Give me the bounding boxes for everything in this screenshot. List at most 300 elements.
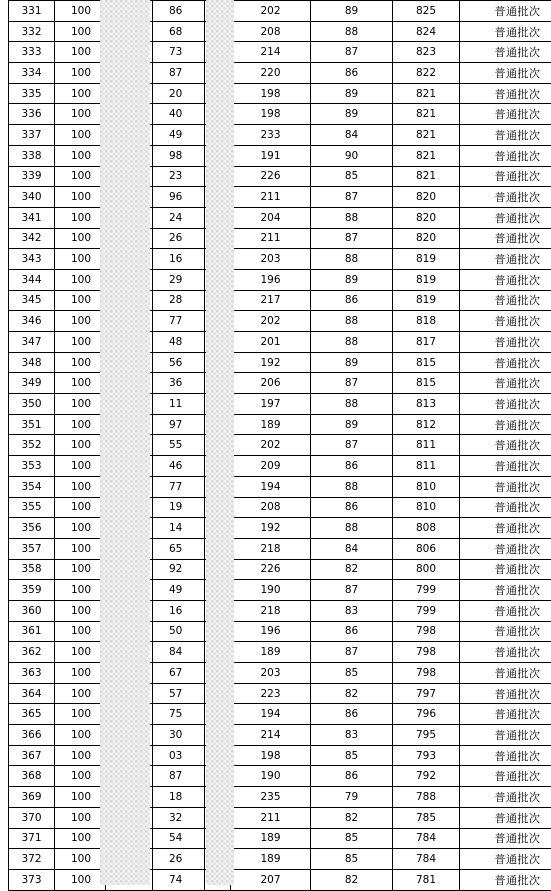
rank-cell: 342 (9, 228, 55, 249)
id-prefix-cell: 100 (55, 683, 106, 704)
score-a-cell: 209 (231, 456, 311, 477)
score-b-cell: 82 (311, 807, 393, 828)
rank-cell: 334 (9, 63, 55, 84)
total-cell: 815 (393, 373, 460, 394)
score-b-cell: 87 (311, 187, 393, 208)
id-suffix-cell: 18 (153, 787, 205, 808)
id-suffix-cell: 84 (153, 642, 205, 663)
batch-cell: 普通批次 (460, 332, 551, 353)
table-row (9, 63, 551, 84)
rank-cell: 341 (9, 207, 55, 228)
rank-cell: 357 (9, 538, 55, 559)
id-suffix-cell: 36 (153, 373, 205, 394)
batch-cell: 普通批次 (460, 414, 551, 435)
batch-cell: 普通批次 (460, 145, 551, 166)
id-prefix-cell: 100 (55, 538, 106, 559)
rank-cell: 343 (9, 249, 55, 270)
table-row (9, 290, 551, 311)
id-prefix-cell: 100 (55, 745, 106, 766)
score-b-cell: 86 (311, 704, 393, 725)
table-row (9, 166, 551, 187)
id-suffix-cell: 68 (153, 21, 205, 42)
batch-cell: 普通批次 (460, 207, 551, 228)
rank-cell: 362 (9, 642, 55, 663)
score-b-cell: 89 (311, 269, 393, 290)
score-a-cell: 202 (231, 311, 311, 332)
score-b-cell: 88 (311, 518, 393, 539)
id-prefix-cell: 100 (55, 21, 106, 42)
id-suffix-cell: 32 (153, 807, 205, 828)
score-b-cell: 87 (311, 42, 393, 63)
score-a-cell: 189 (231, 849, 311, 870)
total-cell: 819 (393, 269, 460, 290)
table-row (9, 725, 551, 746)
batch-cell: 普通批次 (460, 621, 551, 642)
total-cell: 795 (393, 725, 460, 746)
id-suffix-cell: 74 (153, 869, 205, 890)
id-suffix-cell: 30 (153, 725, 205, 746)
batch-cell: 普通批次 (460, 125, 551, 146)
id-prefix-cell: 100 (55, 849, 106, 870)
table-row (9, 42, 551, 63)
id-suffix-cell: 48 (153, 332, 205, 353)
rank-cell: 351 (9, 414, 55, 435)
rank-cell: 354 (9, 476, 55, 497)
total-cell: 798 (393, 663, 460, 684)
rank-cell: 349 (9, 373, 55, 394)
table-row (9, 228, 551, 249)
batch-cell: 普通批次 (460, 766, 551, 787)
table-row (9, 518, 551, 539)
table-row (9, 311, 551, 332)
id-prefix-cell: 100 (55, 497, 106, 518)
rank-cell: 345 (9, 290, 55, 311)
score-a-cell: 211 (231, 807, 311, 828)
table-row (9, 332, 551, 353)
batch-cell: 普通批次 (460, 704, 551, 725)
score-a-cell: 198 (231, 104, 311, 125)
table-row (9, 249, 551, 270)
table-row (9, 125, 551, 146)
id-suffix-cell: 28 (153, 290, 205, 311)
score-b-cell: 90 (311, 145, 393, 166)
rank-cell: 346 (9, 311, 55, 332)
id-suffix-cell: 77 (153, 476, 205, 497)
id-suffix-cell: 87 (153, 63, 205, 84)
score-table (8, 0, 551, 891)
table-row (9, 21, 551, 42)
table-row (9, 145, 551, 166)
id-prefix-cell: 100 (55, 125, 106, 146)
total-cell: 821 (393, 104, 460, 125)
rank-cell: 335 (9, 83, 55, 104)
id-prefix-cell: 100 (55, 663, 106, 684)
total-cell: 823 (393, 42, 460, 63)
batch-cell: 普通批次 (460, 104, 551, 125)
total-cell: 819 (393, 249, 460, 270)
batch-cell: 普通批次 (460, 394, 551, 415)
rank-cell: 337 (9, 125, 55, 146)
total-cell: 784 (393, 849, 460, 870)
id-prefix-cell: 100 (55, 311, 106, 332)
total-cell: 808 (393, 518, 460, 539)
id-suffix-cell: 55 (153, 435, 205, 456)
table-row (9, 807, 551, 828)
score-b-cell: 89 (311, 352, 393, 373)
score-b-cell: 86 (311, 621, 393, 642)
score-a-cell: 189 (231, 642, 311, 663)
score-a-cell: 198 (231, 83, 311, 104)
total-cell: 817 (393, 332, 460, 353)
rank-cell: 373 (9, 869, 55, 890)
id-prefix-cell: 100 (55, 766, 106, 787)
rank-cell: 364 (9, 683, 55, 704)
score-b-cell: 88 (311, 394, 393, 415)
score-b-cell: 85 (311, 745, 393, 766)
id-prefix-cell: 100 (55, 63, 106, 84)
total-cell: 821 (393, 125, 460, 146)
table-row (9, 828, 551, 849)
score-b-cell: 85 (311, 166, 393, 187)
batch-cell: 普通批次 (460, 849, 551, 870)
id-suffix-cell: 87 (153, 766, 205, 787)
rank-cell: 353 (9, 456, 55, 477)
table-row (9, 538, 551, 559)
score-a-cell: 226 (231, 166, 311, 187)
batch-cell: 普通批次 (460, 497, 551, 518)
table-row (9, 766, 551, 787)
id-suffix-cell: 56 (153, 352, 205, 373)
score-a-cell: 190 (231, 766, 311, 787)
batch-cell: 普通批次 (460, 269, 551, 290)
score-b-cell: 84 (311, 538, 393, 559)
rank-cell: 363 (9, 663, 55, 684)
table-row (9, 580, 551, 601)
score-a-cell: 235 (231, 787, 311, 808)
id-suffix-cell: 67 (153, 663, 205, 684)
id-prefix-cell: 100 (55, 704, 106, 725)
score-a-cell: 211 (231, 228, 311, 249)
id-suffix-cell: 40 (153, 104, 205, 125)
total-cell: 793 (393, 745, 460, 766)
batch-cell: 普通批次 (460, 456, 551, 477)
rank-cell: 339 (9, 166, 55, 187)
score-a-cell: 201 (231, 332, 311, 353)
rank-cell: 367 (9, 745, 55, 766)
score-a-cell: 189 (231, 828, 311, 849)
batch-cell: 普通批次 (460, 600, 551, 621)
table-row (9, 373, 551, 394)
total-cell: 781 (393, 869, 460, 890)
score-a-cell: 220 (231, 63, 311, 84)
table-body (9, 1, 551, 891)
batch-cell: 普通批次 (460, 1, 551, 22)
score-a-cell: 191 (231, 145, 311, 166)
score-b-cell: 87 (311, 580, 393, 601)
score-b-cell: 86 (311, 456, 393, 477)
rank-cell: 369 (9, 787, 55, 808)
score-b-cell: 84 (311, 125, 393, 146)
id-prefix-cell: 100 (55, 187, 106, 208)
batch-cell: 普通批次 (460, 435, 551, 456)
batch-cell: 普通批次 (460, 828, 551, 849)
batch-cell: 普通批次 (460, 42, 551, 63)
id-prefix-cell: 100 (55, 414, 106, 435)
batch-cell: 普通批次 (460, 663, 551, 684)
batch-cell: 普通批次 (460, 83, 551, 104)
id-prefix-cell: 100 (55, 269, 106, 290)
total-cell: 798 (393, 642, 460, 663)
total-cell: 822 (393, 63, 460, 84)
batch-cell: 普通批次 (460, 807, 551, 828)
total-cell: 797 (393, 683, 460, 704)
total-cell: 820 (393, 207, 460, 228)
score-a-cell: 192 (231, 518, 311, 539)
id-suffix-cell: 19 (153, 497, 205, 518)
id-prefix-cell: 100 (55, 476, 106, 497)
score-a-cell: 194 (231, 704, 311, 725)
score-b-cell: 87 (311, 228, 393, 249)
score-a-cell: 206 (231, 373, 311, 394)
total-cell: 792 (393, 766, 460, 787)
score-a-cell: 190 (231, 580, 311, 601)
id-prefix-cell: 100 (55, 559, 106, 580)
score-a-cell: 218 (231, 538, 311, 559)
table-row (9, 187, 551, 208)
rank-cell: 356 (9, 518, 55, 539)
score-table-sheet (8, 0, 548, 891)
rank-cell: 333 (9, 42, 55, 63)
total-cell: 815 (393, 352, 460, 373)
batch-cell: 普通批次 (460, 311, 551, 332)
total-cell: 821 (393, 145, 460, 166)
id-suffix-cell: 96 (153, 187, 205, 208)
id-suffix-cell: 75 (153, 704, 205, 725)
score-a-cell: 217 (231, 290, 311, 311)
batch-cell: 普通批次 (460, 725, 551, 746)
id-suffix-cell: 98 (153, 145, 205, 166)
total-cell: 810 (393, 476, 460, 497)
rank-cell: 350 (9, 394, 55, 415)
batch-cell: 普通批次 (460, 869, 551, 890)
total-cell: 788 (393, 787, 460, 808)
score-b-cell: 85 (311, 849, 393, 870)
batch-cell: 普通批次 (460, 642, 551, 663)
table-row (9, 497, 551, 518)
score-a-cell: 207 (231, 869, 311, 890)
score-a-cell: 202 (231, 1, 311, 22)
total-cell: 812 (393, 414, 460, 435)
table-row (9, 745, 551, 766)
rank-cell: 348 (9, 352, 55, 373)
batch-cell: 普通批次 (460, 290, 551, 311)
batch-cell: 普通批次 (460, 228, 551, 249)
id-suffix-cell: 03 (153, 745, 205, 766)
score-b-cell: 88 (311, 207, 393, 228)
batch-cell: 普通批次 (460, 21, 551, 42)
score-b-cell: 86 (311, 290, 393, 311)
table-row (9, 83, 551, 104)
score-b-cell: 85 (311, 663, 393, 684)
table-row (9, 207, 551, 228)
rank-cell: 358 (9, 559, 55, 580)
name-redaction-mosaic (206, 0, 234, 885)
batch-cell: 普通批次 (460, 580, 551, 601)
table-row (9, 394, 551, 415)
rank-cell: 372 (9, 849, 55, 870)
rank-cell: 344 (9, 269, 55, 290)
id-prefix-cell: 100 (55, 145, 106, 166)
id-suffix-cell: 50 (153, 621, 205, 642)
score-a-cell: 192 (231, 352, 311, 373)
score-b-cell: 83 (311, 600, 393, 621)
table-row (9, 456, 551, 477)
id-suffix-cell: 29 (153, 269, 205, 290)
score-a-cell: 223 (231, 683, 311, 704)
rank-cell: 371 (9, 828, 55, 849)
score-a-cell: 214 (231, 42, 311, 63)
score-b-cell: 82 (311, 869, 393, 890)
id-prefix-cell: 100 (55, 621, 106, 642)
total-cell: 800 (393, 559, 460, 580)
id-suffix-cell: 73 (153, 42, 205, 63)
total-cell: 821 (393, 166, 460, 187)
score-b-cell: 88 (311, 21, 393, 42)
rank-cell: 347 (9, 332, 55, 353)
score-b-cell: 89 (311, 104, 393, 125)
total-cell: 824 (393, 21, 460, 42)
total-cell: 811 (393, 435, 460, 456)
id-suffix-cell: 86 (153, 1, 205, 22)
id-suffix-cell: 77 (153, 311, 205, 332)
table-row (9, 621, 551, 642)
batch-cell: 普通批次 (460, 63, 551, 84)
table-row (9, 869, 551, 890)
batch-cell: 普通批次 (460, 559, 551, 580)
score-a-cell: 204 (231, 207, 311, 228)
id-prefix-cell: 100 (55, 807, 106, 828)
total-cell: 819 (393, 290, 460, 311)
rank-cell: 359 (9, 580, 55, 601)
id-suffix-cell: 26 (153, 849, 205, 870)
batch-cell: 普通批次 (460, 538, 551, 559)
total-cell: 785 (393, 807, 460, 828)
id-suffix-cell: 54 (153, 828, 205, 849)
id-prefix-cell: 100 (55, 518, 106, 539)
rank-cell: 340 (9, 187, 55, 208)
id-suffix-cell: 97 (153, 414, 205, 435)
total-cell: 811 (393, 456, 460, 477)
table-row (9, 600, 551, 621)
score-b-cell: 82 (311, 559, 393, 580)
score-a-cell: 203 (231, 663, 311, 684)
score-b-cell: 88 (311, 249, 393, 270)
score-a-cell: 196 (231, 269, 311, 290)
id-prefix-cell: 100 (55, 228, 106, 249)
table-row (9, 104, 551, 125)
score-a-cell: 233 (231, 125, 311, 146)
table-row (9, 642, 551, 663)
total-cell: 825 (393, 1, 460, 22)
batch-cell: 普通批次 (460, 166, 551, 187)
id-suffix-cell: 14 (153, 518, 205, 539)
id-prefix-cell: 100 (55, 352, 106, 373)
id-suffix-cell: 16 (153, 249, 205, 270)
id-suffix-cell: 26 (153, 228, 205, 249)
score-b-cell: 88 (311, 332, 393, 353)
score-b-cell: 82 (311, 683, 393, 704)
id-suffix-cell: 24 (153, 207, 205, 228)
table-row (9, 704, 551, 725)
total-cell: 806 (393, 538, 460, 559)
batch-cell: 普通批次 (460, 373, 551, 394)
id-prefix-cell: 100 (55, 828, 106, 849)
score-b-cell: 89 (311, 414, 393, 435)
score-b-cell: 86 (311, 766, 393, 787)
rank-cell: 338 (9, 145, 55, 166)
table-row (9, 435, 551, 456)
rank-cell: 355 (9, 497, 55, 518)
table-row (9, 352, 551, 373)
batch-cell: 普通批次 (460, 745, 551, 766)
score-b-cell: 83 (311, 725, 393, 746)
batch-cell: 普通批次 (460, 683, 551, 704)
score-b-cell: 88 (311, 311, 393, 332)
id-prefix-cell: 100 (55, 787, 106, 808)
table-row (9, 476, 551, 497)
batch-cell: 普通批次 (460, 518, 551, 539)
batch-cell: 普通批次 (460, 187, 551, 208)
table-row (9, 269, 551, 290)
score-a-cell: 202 (231, 435, 311, 456)
score-a-cell: 194 (231, 476, 311, 497)
id-suffix-cell: 46 (153, 456, 205, 477)
total-cell: 796 (393, 704, 460, 725)
score-b-cell: 87 (311, 642, 393, 663)
score-b-cell: 79 (311, 787, 393, 808)
table-row (9, 849, 551, 870)
score-a-cell: 211 (231, 187, 311, 208)
id-suffix-cell: 92 (153, 559, 205, 580)
id-prefix-cell: 100 (55, 83, 106, 104)
id-prefix-cell: 100 (55, 725, 106, 746)
id-suffix-cell: 20 (153, 83, 205, 104)
rank-cell: 352 (9, 435, 55, 456)
id-prefix-cell: 100 (55, 435, 106, 456)
batch-cell: 普通批次 (460, 249, 551, 270)
score-b-cell: 86 (311, 63, 393, 84)
score-b-cell: 85 (311, 828, 393, 849)
total-cell: 820 (393, 228, 460, 249)
score-b-cell: 87 (311, 373, 393, 394)
score-a-cell: 198 (231, 745, 311, 766)
rank-cell: 368 (9, 766, 55, 787)
total-cell: 799 (393, 600, 460, 621)
score-a-cell: 214 (231, 725, 311, 746)
batch-cell: 普通批次 (460, 787, 551, 808)
score-a-cell: 203 (231, 249, 311, 270)
id-prefix-cell: 100 (55, 642, 106, 663)
score-b-cell: 89 (311, 1, 393, 22)
total-cell: 813 (393, 394, 460, 415)
total-cell: 820 (393, 187, 460, 208)
id-prefix-cell: 100 (55, 580, 106, 601)
rank-cell: 332 (9, 21, 55, 42)
id-redaction-mosaic (100, 0, 150, 885)
score-a-cell: 218 (231, 600, 311, 621)
score-b-cell: 89 (311, 83, 393, 104)
id-prefix-cell: 100 (55, 373, 106, 394)
